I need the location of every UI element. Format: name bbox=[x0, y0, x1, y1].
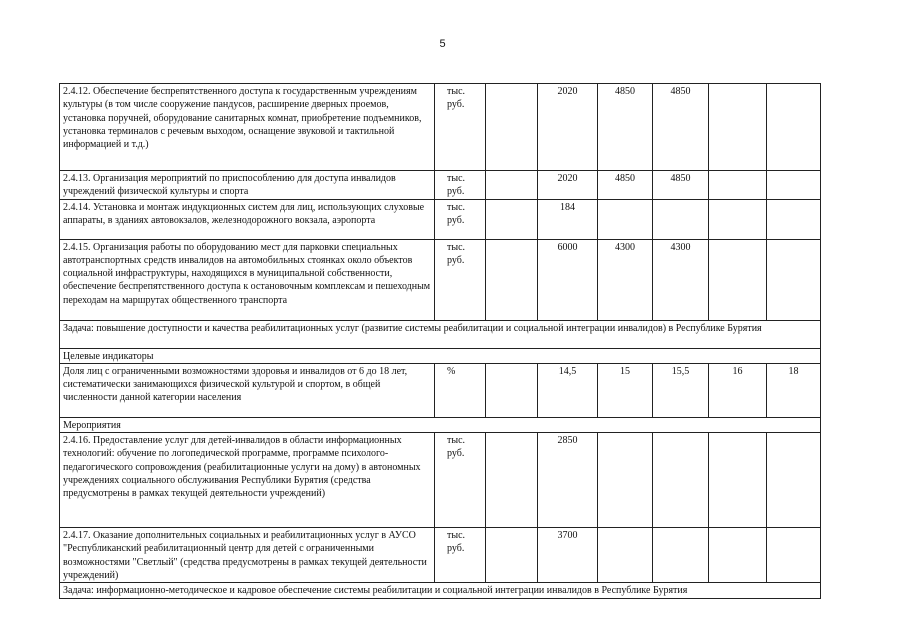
value-cell bbox=[709, 171, 767, 200]
section-heading: Целевые индикаторы bbox=[60, 348, 821, 363]
value-cell: 3700 bbox=[538, 528, 598, 583]
value-cell bbox=[486, 199, 538, 239]
unit-cell: % bbox=[435, 363, 486, 417]
section-row bbox=[60, 583, 821, 599]
section-heading: Задача: информационно-методическое и кадровое обеспечение системы реабилитации и социальной интеграции инвалидов в Республике Бурятия bbox=[60, 583, 821, 599]
row-name-cell: 2.4.14. Установка и монтаж индукционных систем для лиц, использующих слуховые аппараты, в зданиях автовокзалов, железнодорожного вокзала, аэропорта bbox=[60, 199, 435, 239]
value-cell bbox=[598, 433, 653, 528]
value-cell bbox=[767, 84, 821, 171]
value-cell: 4850 bbox=[653, 171, 709, 200]
unit-cell: тыс. руб. bbox=[435, 199, 486, 239]
page-number: 5 bbox=[439, 38, 446, 50]
value-cell bbox=[767, 239, 821, 320]
value-cell: 4300 bbox=[653, 239, 709, 320]
value-cell: 6000 bbox=[538, 239, 598, 320]
unit-cell: тыс. руб. bbox=[435, 171, 486, 200]
value-cell bbox=[486, 433, 538, 528]
value-cell bbox=[767, 433, 821, 528]
table-row bbox=[60, 199, 821, 239]
value-cell bbox=[653, 199, 709, 239]
row-name-cell: 2.4.17. Оказание дополнительных социальных и реабилитационных услуг в АУСО "Республиканский реабилитационный центр для детей с ограниченными возможностями "Светлый" (средства предусмотрены в рамках текущей деятельности учреждений) bbox=[60, 528, 435, 583]
table-row bbox=[60, 528, 821, 583]
value-cell bbox=[653, 528, 709, 583]
value-cell: 18 bbox=[767, 363, 821, 417]
row-name-cell: Доля лиц с ограниченными возможностями здоровья и инвалидов от 6 до 18 лет, систематически занимающихся физической культурой и спортом, в общей численности данной категории населения bbox=[60, 363, 435, 417]
table-row bbox=[60, 433, 821, 528]
row-name-cell: 2.4.15. Организация работы по оборудованию мест для парковки специальных автотранспортных средств инвалидов на автомобильных стоянках около объектов социальной инфраструктуры, находящихся в муниципальной собственности, обеспечение беспрепятственного доступа к остановочным комплексам и пешеходным переходам на маршрутах общественного транспорта bbox=[60, 239, 435, 320]
section-row bbox=[60, 320, 821, 348]
value-cell bbox=[709, 433, 767, 528]
value-cell: 16 bbox=[709, 363, 767, 417]
table-row bbox=[60, 84, 821, 171]
value-cell: 4850 bbox=[598, 84, 653, 171]
value-cell bbox=[767, 171, 821, 200]
value-cell bbox=[486, 84, 538, 171]
section-row bbox=[60, 417, 821, 432]
row-name-cell: 2.4.12. Обеспечение беспрепятственного доступа к государственным учреждениям культуры (в том числе сооружение пандусов, расширение дверных проемов, установка поручней, оборудование санитарных комнат, приобретение подъемников, установка терминалов с речевым выходом, оснащение звуковой и тактильной информацией и т.д.) bbox=[60, 84, 435, 171]
unit-cell: тыс. руб. bbox=[435, 528, 486, 583]
value-cell: 184 bbox=[538, 199, 598, 239]
section-heading: Задача: повышение доступности и качества реабилитационных услуг (развитие системы реабилитации и социальной интеграции инвалидов) в Республике Бурятия bbox=[60, 320, 821, 348]
value-cell: 15,5 bbox=[653, 363, 709, 417]
table-row bbox=[60, 239, 821, 320]
value-cell: 2850 bbox=[538, 433, 598, 528]
value-cell bbox=[598, 199, 653, 239]
table-row bbox=[60, 363, 821, 417]
value-cell bbox=[709, 199, 767, 239]
value-cell: 4850 bbox=[653, 84, 709, 171]
row-name-cell: 2.4.13. Организация мероприятий по приспособлению для доступа инвалидов учреждений физической культуры и спорта bbox=[60, 171, 435, 200]
row-name-cell: 2.4.16. Предоставление услуг для детей-инвалидов в области информационных технологий: обучение по логопедической программе, программе психолого-педагогического сопровождения (реабилитационные услуги на дому) в автономных учреждениях социального обслуживания Республики Бурятия (средства предусмотрены в рамках текущей деятельности учреждений) bbox=[60, 433, 435, 528]
value-cell: 4300 bbox=[598, 239, 653, 320]
program-table bbox=[59, 83, 821, 599]
value-cell: 2020 bbox=[538, 84, 598, 171]
value-cell bbox=[486, 239, 538, 320]
value-cell bbox=[709, 239, 767, 320]
unit-cell: тыс. руб. bbox=[435, 433, 486, 528]
table-body bbox=[60, 84, 821, 599]
table-row bbox=[60, 171, 821, 200]
value-cell: 4850 bbox=[598, 171, 653, 200]
section-heading: Мероприятия bbox=[60, 417, 821, 432]
value-cell bbox=[486, 363, 538, 417]
unit-cell: тыс. руб. bbox=[435, 84, 486, 171]
value-cell bbox=[486, 528, 538, 583]
value-cell bbox=[598, 528, 653, 583]
value-cell bbox=[486, 171, 538, 200]
value-cell bbox=[767, 528, 821, 583]
value-cell bbox=[767, 199, 821, 239]
value-cell bbox=[709, 528, 767, 583]
unit-cell: тыс. руб. bbox=[435, 239, 486, 320]
value-cell bbox=[709, 84, 767, 171]
section-row bbox=[60, 348, 821, 363]
value-cell: 2020 bbox=[538, 171, 598, 200]
value-cell bbox=[653, 433, 709, 528]
value-cell: 15 bbox=[598, 363, 653, 417]
value-cell: 14,5 bbox=[538, 363, 598, 417]
